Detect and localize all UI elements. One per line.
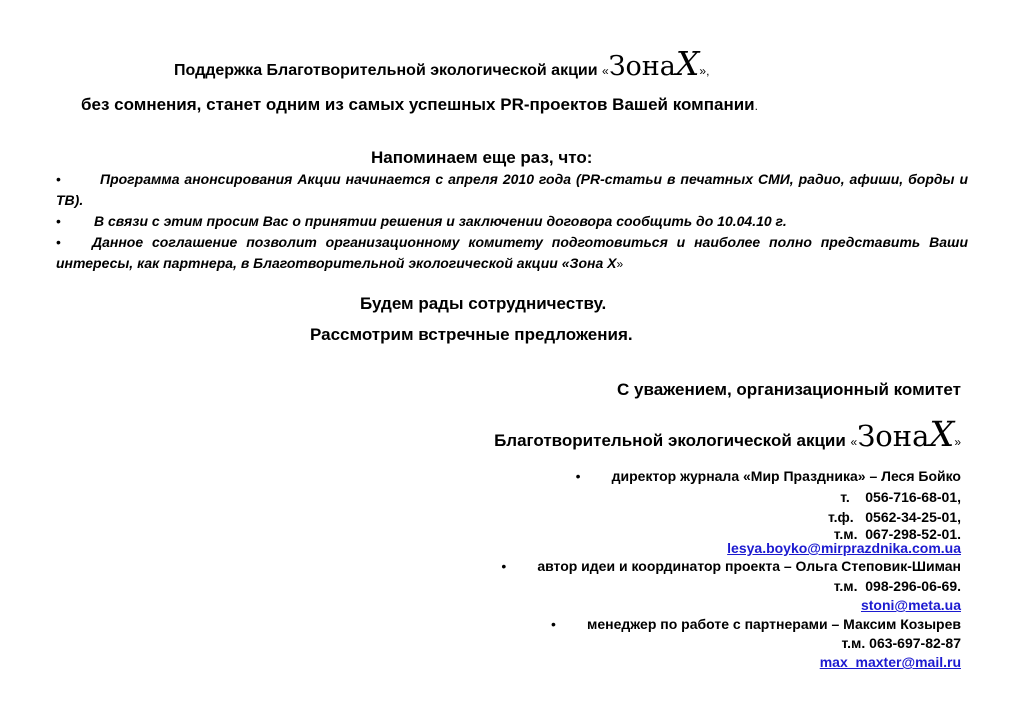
reminder-item-3-text: Данное соглашение позволит организационному комитету подготовиться и наиболее полно представить Ваши интересы, как партнера, в Благотворительной экологической акции «Зона Х xyxy=(56,234,968,271)
contact-1-email-link[interactable]: lesya.boyko@mirprazdnika.com.ua xyxy=(727,540,961,556)
contact-email-wrap xyxy=(820,652,961,673)
contact-phone: т.ф. 0562-34-25-01, xyxy=(827,509,961,525)
contact-role xyxy=(576,466,961,486)
contact-role xyxy=(501,556,961,576)
reminder-item-3-close: » xyxy=(616,257,624,271)
heading-zona: Зона xyxy=(608,51,676,82)
signature-close-quote: » xyxy=(954,435,961,449)
closing-line-1: Будем рады сотрудничеству. xyxy=(360,294,607,313)
reminder-item-1-text: Программа анонсирования Акции начинается с апреля 2010 года (PR-статьи в печатных СМИ, радио, афиши, борды и ТВ). xyxy=(56,171,968,208)
bullet: • xyxy=(56,171,61,187)
signature-action xyxy=(494,412,961,465)
contact-phone: т.м. 063-697-82-87 xyxy=(841,635,961,651)
reminder-item-2 xyxy=(56,211,968,232)
contact-phone: т. 056-716-68-01, xyxy=(840,489,961,505)
heading-x: X xyxy=(675,44,700,83)
reminder-item-2-text: В связи с этим просим Вас о принятии решения и заключении договора сообщить до 10.04.10 г. xyxy=(94,213,787,229)
heading-open-quote: « xyxy=(602,64,609,78)
reminder-item-3 xyxy=(56,232,968,275)
bullet: • xyxy=(56,213,61,229)
contact-email-wrap xyxy=(861,595,961,616)
reminder-title: Напоминаем еще раз, что: xyxy=(371,148,593,167)
bullet: • xyxy=(501,558,507,574)
bullet: • xyxy=(56,234,61,250)
contact-phone: т.м. 067-298-52-01. xyxy=(833,526,961,542)
heading-prefix: Поддержка Благотворительной экологической акции xyxy=(174,62,603,79)
signature-action-text: Благотворительной экологической акции xyxy=(494,431,851,450)
contact-phone: т.м. 098-296-06-69. xyxy=(833,578,961,594)
heading-line-2-text: без сомнения, станет одним из самых успешных PR-проектов Вашей компании xyxy=(81,95,755,114)
signature-open-quote: « xyxy=(850,435,858,449)
closing-line-2: Рассмотрим встречные предложения. xyxy=(310,325,633,344)
heading-close: », xyxy=(699,64,710,78)
reminder-item-1 xyxy=(56,169,968,211)
contact-2-role: автор идеи и координатор проекта – Ольга Степовик-Шиман xyxy=(537,558,961,574)
signature-x: X xyxy=(929,415,955,455)
bullet: • xyxy=(551,616,556,632)
contact-3-role: менеджер по работе с партнерами – Максим Козырев xyxy=(587,616,961,632)
bullet: • xyxy=(575,468,581,484)
heading-line-2 xyxy=(81,93,758,118)
heading-line-2-dot: . xyxy=(754,99,758,113)
contact-2-email-link[interactable]: stoni@meta.ua xyxy=(860,597,961,613)
signature-zona: Зона xyxy=(857,419,930,453)
contact-1-role: директор журнала «Мир Праздника» – Леся Бойко xyxy=(611,468,961,484)
signature-respect: С уважением, организационный комитет xyxy=(617,380,961,399)
heading-line-1 xyxy=(174,44,709,91)
contact-3-email-link[interactable]: max_maxter@mail.ru xyxy=(819,654,961,670)
contact-role xyxy=(551,614,961,634)
